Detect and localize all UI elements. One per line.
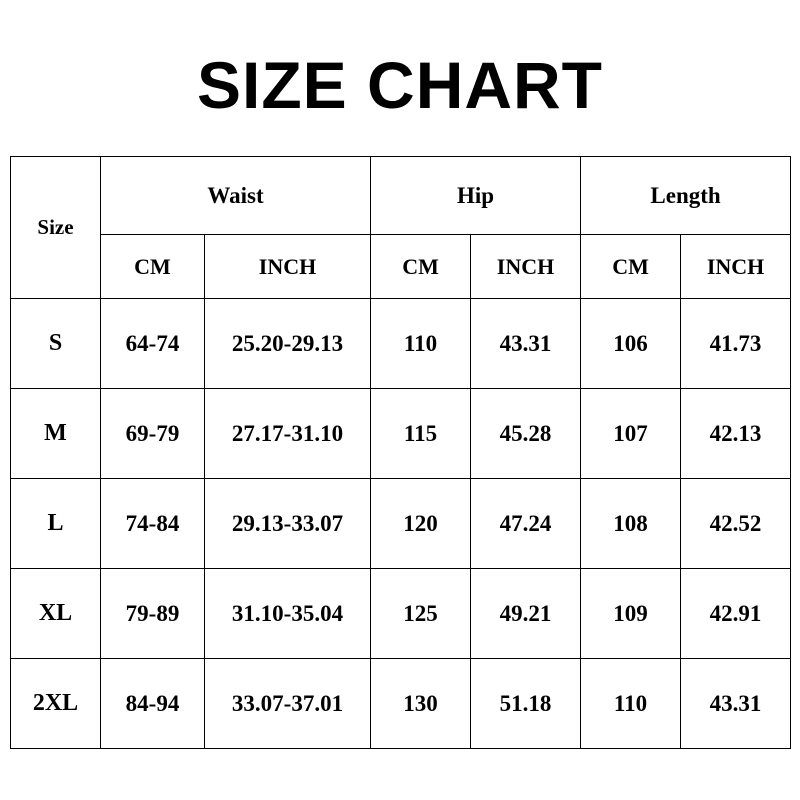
- column-header-hip: Hip: [371, 157, 581, 235]
- cell-hip-inch: 49.21: [471, 569, 581, 659]
- cell-length-cm: 106: [581, 299, 681, 389]
- cell-waist-cm: 69-79: [101, 389, 205, 479]
- column-header-waist-inch: INCH: [205, 235, 371, 299]
- column-header-hip-inch: INCH: [471, 235, 581, 299]
- cell-waist-cm: 64-74: [101, 299, 205, 389]
- cell-waist-inch: 33.07-37.01: [205, 659, 371, 749]
- cell-waist-inch: 31.10-35.04: [205, 569, 371, 659]
- table-row: [11, 659, 791, 749]
- column-header-length-inch: INCH: [681, 235, 791, 299]
- cell-length-cm: 107: [581, 389, 681, 479]
- table-row: [11, 299, 791, 389]
- page-title: SIZE CHART: [197, 48, 603, 122]
- column-header-length-cm: CM: [581, 235, 681, 299]
- cell-length-inch: 42.52: [681, 479, 791, 569]
- column-header-waist-cm: CM: [101, 235, 205, 299]
- cell-length-cm: 110: [581, 659, 681, 749]
- cell-waist-cm: 79-89: [101, 569, 205, 659]
- cell-hip-cm: 130: [371, 659, 471, 749]
- cell-waist-cm: 84-94: [101, 659, 205, 749]
- cell-length-inch: 41.73: [681, 299, 791, 389]
- cell-hip-inch: 47.24: [471, 479, 581, 569]
- size-chart-container: [0, 156, 800, 749]
- column-header-size: Size: [11, 157, 101, 299]
- table-row: [11, 389, 791, 479]
- table-row: [11, 479, 791, 569]
- cell-size: 2XL: [11, 659, 101, 749]
- cell-length-inch: 42.13: [681, 389, 791, 479]
- cell-hip-cm: 120: [371, 479, 471, 569]
- cell-hip-cm: 115: [371, 389, 471, 479]
- cell-length-inch: 42.91: [681, 569, 791, 659]
- cell-waist-cm: 74-84: [101, 479, 205, 569]
- cell-hip-cm: 125: [371, 569, 471, 659]
- table-row: [11, 569, 791, 659]
- cell-hip-inch: 51.18: [471, 659, 581, 749]
- size-chart-table: [10, 156, 791, 749]
- cell-length-inch: 43.31: [681, 659, 791, 749]
- table-body: [11, 299, 791, 749]
- cell-length-cm: 108: [581, 479, 681, 569]
- column-header-hip-cm: CM: [371, 235, 471, 299]
- cell-hip-inch: 43.31: [471, 299, 581, 389]
- cell-size: S: [11, 299, 101, 389]
- cell-waist-inch: 29.13-33.07: [205, 479, 371, 569]
- cell-waist-inch: 25.20-29.13: [205, 299, 371, 389]
- cell-length-cm: 109: [581, 569, 681, 659]
- table-header-row-units: [11, 235, 791, 299]
- cell-size: L: [11, 479, 101, 569]
- cell-hip-inch: 45.28: [471, 389, 581, 479]
- table-head: [11, 157, 791, 299]
- column-header-waist: Waist: [101, 157, 371, 235]
- cell-size: XL: [11, 569, 101, 659]
- column-header-length: Length: [581, 157, 791, 235]
- cell-size: M: [11, 389, 101, 479]
- cell-hip-cm: 110: [371, 299, 471, 389]
- table-header-row-groups: [11, 157, 791, 235]
- cell-waist-inch: 27.17-31.10: [205, 389, 371, 479]
